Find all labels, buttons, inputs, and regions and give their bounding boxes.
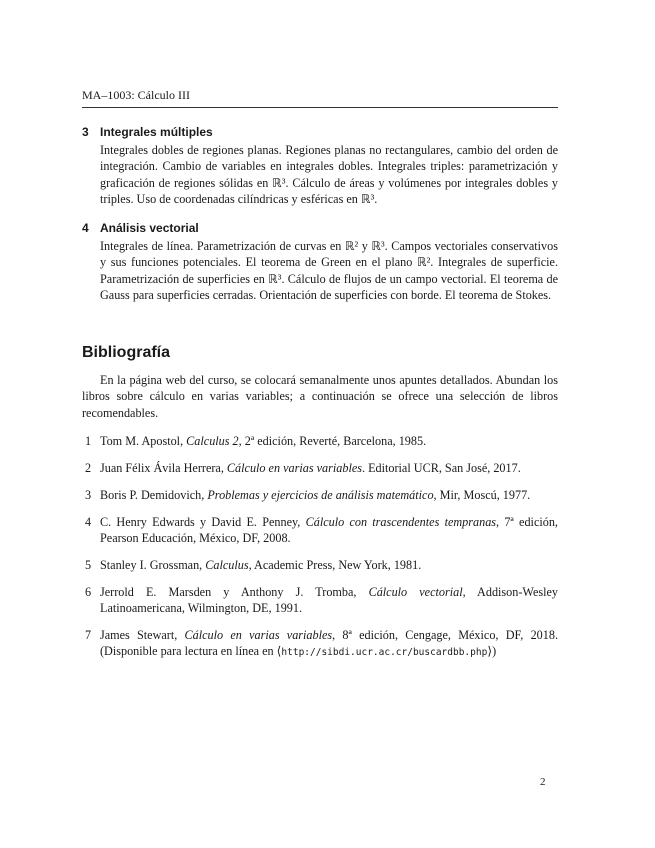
reference-number: 2 (85, 461, 92, 475)
reference-3 (82, 487, 558, 503)
reference-number: 5 (85, 558, 92, 572)
reference-author: Tom M. Apostol, (100, 434, 187, 448)
section-4 (82, 220, 558, 303)
reference-number: 1 (85, 434, 92, 448)
reference-4 (82, 514, 558, 547)
reference-details: , 8ª edición, Cengage, México, DF, 2018. (Disponible para lectura en línea en ⟨ (100, 628, 558, 659)
reference-author: Juan Félix Ávila Herrera, (100, 461, 227, 475)
reference-title: Calculus (205, 558, 249, 572)
reference-details: , Academic Press, New York, 1981. (248, 558, 422, 572)
reference-title: Cálculo en varias variables (184, 628, 333, 642)
running-header: MA–1003: Cálculo III (82, 88, 558, 108)
section-3-number: 3 (82, 125, 89, 139)
section-4-heading (82, 220, 558, 236)
reference-author: Jerrold E. Marsden y Anthony J. Tromba, (100, 585, 369, 599)
reference-title: Problemas y ejercicios de análisis matemático (207, 488, 434, 502)
reference-tail: ⟩) (487, 644, 497, 659)
reference-number: 6 (85, 585, 92, 599)
reference-details: , Addison-Wesley Latinoamericana, Wilmington, DE, 1991. (100, 585, 558, 616)
reference-title: Calculus 2 (186, 434, 239, 448)
reference-number: 4 (85, 515, 92, 529)
section-3 (82, 124, 558, 207)
section-4-body: Integrales de línea. Parametrización de curvas en ℝ² y ℝ³. Campos vectoriales conservativos y sus funciones potenciales. El teorema de Green en el plano ℝ². Integrales de superficie. Parametrización de superficies en ℝ³. Cálculo de flujos de un campo vectorial. El teorema de Gauss para superficies cerradas. Orientación de superficies con borde. El teorema de Stokes. (100, 239, 558, 302)
section-4-title: Análisis vectorial (100, 221, 199, 235)
reference-number: 7 (85, 628, 92, 642)
reference-title: Cálculo con trascendentes tempranas (305, 515, 497, 529)
section-3-heading (82, 124, 558, 140)
section-3-body: Integrales dobles de regiones planas. Regiones planas no rectangulares, cambio del orden de integración. Cambio de variables en integrales dobles. Integrales triples: parametrización y graficación de regiones sólidas en ℝ³. Cálculo de áreas y volúmenes por integrales dobles y triples. Uso de coordenadas cilíndricas y esféricas en ℝ³. (100, 143, 558, 206)
reference-author: James Stewart, (100, 628, 185, 642)
reference-details: , 7ª edición, Pearson Educación, México, DF, 2008. (100, 515, 558, 546)
reference-2 (82, 460, 558, 476)
reference-7 (82, 627, 558, 662)
reference-author: Stanley I. Grossman, (100, 558, 206, 572)
reference-details: , 2ª edición, Reverté, Barcelona, 1985. (238, 434, 427, 448)
reference-title: Cálculo vectorial (368, 585, 463, 599)
page-number: 2 (540, 776, 546, 788)
bibliography-intro: En la página web del curso, se colocará semanalmente unos apuntes detallados. Abundan los libros sobre cálculo en varias variables; a continuación se ofrece una selección de libros recomendables. (82, 373, 558, 420)
reference-details: . Editorial UCR, San José, 2017. (361, 461, 521, 475)
reference-5 (82, 557, 558, 573)
reference-number: 3 (85, 488, 92, 502)
section-3-title: Integrales múltiples (100, 125, 213, 139)
section-4-number: 4 (82, 221, 89, 235)
reference-6 (82, 584, 558, 617)
reference-1 (82, 433, 558, 449)
reference-author: Boris P. Demidovich, (100, 488, 208, 502)
bibliography-heading: Bibliografía (82, 344, 171, 361)
reference-details: , Mir, Moscú, 1977. (433, 488, 531, 502)
reference-url-link[interactable]: http://sibdi.ucr.ac.cr/buscardbb.php (281, 647, 488, 659)
reference-author: C. Henry Edwards y David E. Penney, (100, 515, 306, 529)
reference-title: Cálculo en varias variables (226, 461, 362, 475)
